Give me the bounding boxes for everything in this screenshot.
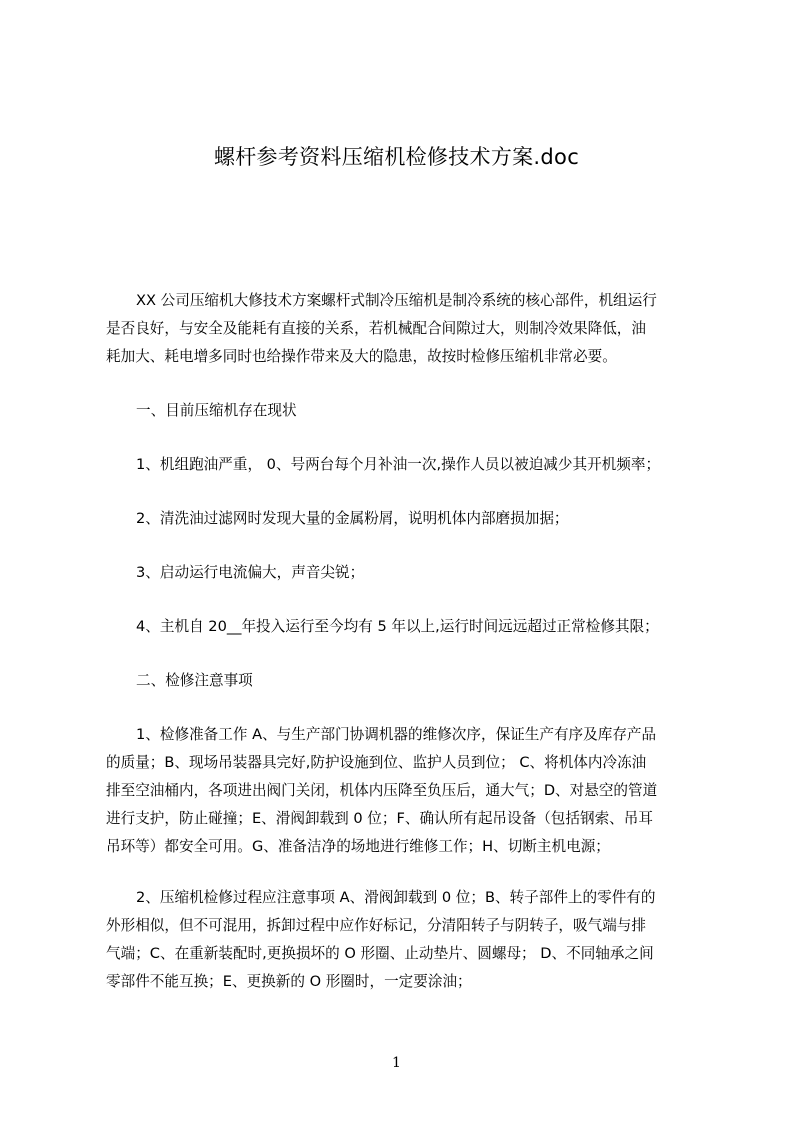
item3-paragraph [106, 559, 702, 587]
item4-paragraph [106, 613, 702, 641]
section1-heading: 一、目前压缩机存在现状 [136, 402, 297, 419]
prep-paragraph [106, 721, 702, 861]
intro-line: 是否良好，与安全及能耗有直接的关系，若机械配合间隙过大，则制冷效果降低，油 [106, 320, 646, 337]
prep-line: 进行支护，防止碰撞；E、滑阀卸载到 0 位；F、确认所有起吊设备（包括钢索、吊耳 [106, 810, 653, 827]
document-title: 螺杆参考资料压缩机检修技术方案.doc [213, 145, 580, 169]
prep-line: 排至空油桶内，各项进出阀门关闭，机体内压降至负压后，通大气；D、对悬空的管道 [106, 782, 658, 799]
list-item: 2、清洗油过滤网时发现大量的金属粉屑，说明机体内部磨损加据； [136, 510, 569, 527]
prep-line: 的质量；B、现场吊装器具完好,防护设施到位、监护人员到位； C、将机体内冷冻油 [106, 754, 647, 771]
prep-line: 1、检修准备工作 A、与生产部门协调机器的维修次序，保证生产有序及库存产品 [136, 726, 657, 743]
section2-heading: 二、检修注意事项 [136, 672, 253, 689]
process-line: 零部件不能互换；E、更换新的 O 形圈时，一定要涂油； [106, 973, 472, 990]
section1-heading-paragraph [106, 397, 702, 425]
section2-heading-paragraph [106, 667, 702, 695]
process-paragraph [106, 884, 702, 996]
intro-paragraph [106, 287, 702, 371]
prep-line: 吊环等）都安全可用。G、准备洁净的场地进行维修工作；H、切断主机电源； [106, 838, 610, 855]
item1-paragraph [106, 451, 702, 479]
item2-paragraph [106, 505, 702, 533]
page-number: 1 [392, 1055, 401, 1071]
intro-line: XX 公司压缩机大修技术方案螺杆式制冷压缩机是制冷系统的核心部件，机组运行 [136, 292, 657, 309]
document-body [106, 287, 702, 996]
list-item: 1、机组跑油严重， 0、号两台每个月补油一次,操作人员以被迫减少其开机频率； [136, 456, 661, 473]
process-line: 2、压缩机检修过程应注意事项 A、滑阀卸载到 0 位；B、转子部件上的零件有的 [136, 889, 656, 906]
list-item: 3、启动运行电流偏大，声音尖锐； [136, 564, 365, 581]
process-line: 外形相似，但不可混用，拆卸过程中应作好标记，分清阳转子与阴转子，吸气端与排 [106, 917, 646, 934]
list-item: 4、主机自 20__年投入运行至今均有 5 年以上,运行时间远远超过正常检修其限； [136, 618, 659, 635]
process-line: 气端；C、在重新装配时,更换损坏的 O 形圈、止动垫片、圆螺母； D、不同轴承之间 [106, 945, 654, 962]
intro-line: 耗加大、耗电增多同时也给操作带来及大的隐患，故按时检修压缩机非常必要。 [106, 348, 617, 365]
